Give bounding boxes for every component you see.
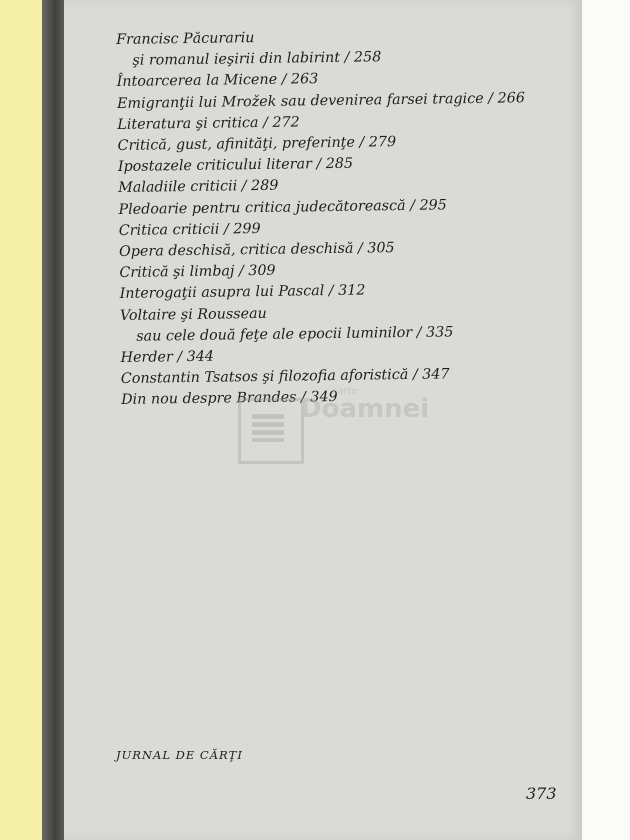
watermark-text: Doamnei bbox=[300, 394, 430, 424]
page-number: 373 bbox=[526, 784, 557, 803]
toc-entry-title: Literatura şi critica / 272 bbox=[117, 114, 300, 133]
toc-entry-title: Voltaire şi Rousseau bbox=[119, 305, 267, 324]
series-title: JURNAL DE CĂRŢI bbox=[116, 748, 243, 762]
toc-entry-title: Critică, gust, afinităţi, preferinţe / 279 bbox=[117, 134, 397, 155]
toc-entry-continuation: sau cele două feţe ale epocii luminilor / 335 bbox=[136, 324, 454, 345]
toc-entry-title: Herder / 344 bbox=[120, 348, 215, 367]
toc-entry-title: Din nou despre Brandes / 349 bbox=[121, 389, 338, 409]
table-of-contents bbox=[116, 24, 581, 412]
book-binding-shadow bbox=[42, 0, 64, 840]
watermark-logo bbox=[238, 386, 430, 466]
book-edge-left bbox=[0, 0, 42, 840]
toc-entry-title: Opera deschisă, critica deschisă / 305 bbox=[118, 240, 395, 261]
toc-entry-title: Ipostazele criticului literar / 285 bbox=[117, 155, 354, 176]
toc-entry-continuation: şi romanul ieşirii din labirint / 258 bbox=[132, 49, 382, 69]
toc-entry-title: Maladiile criticii / 289 bbox=[118, 178, 279, 197]
toc-entry-title: Pledoarie pentru critica judecătorească / 295 bbox=[118, 197, 447, 218]
toc-entry-title: Emigranţii lui Mrožek sau devenirea farsei tragice / 266 bbox=[116, 89, 525, 112]
toc-entry-title: Constantin Tsatsos şi filozofia aforistică / 347 bbox=[120, 366, 450, 388]
books-icon bbox=[252, 414, 284, 442]
toc-entry-title: Critică şi limbaj / 309 bbox=[119, 263, 276, 282]
toc-entry-title: Întoarcerea la Micene / 263 bbox=[116, 71, 319, 91]
toc-entry-title: Interogaţii asupra lui Pascal / 312 bbox=[119, 282, 366, 303]
toc-entry-title: Critica criticii / 299 bbox=[118, 220, 261, 239]
toc-entry bbox=[120, 299, 581, 348]
toc-entry-title: Francisc Păcurariu bbox=[116, 30, 255, 48]
watermark-small-text: carte bbox=[332, 386, 358, 397]
toc-entry bbox=[116, 24, 577, 73]
background-right bbox=[582, 0, 630, 840]
